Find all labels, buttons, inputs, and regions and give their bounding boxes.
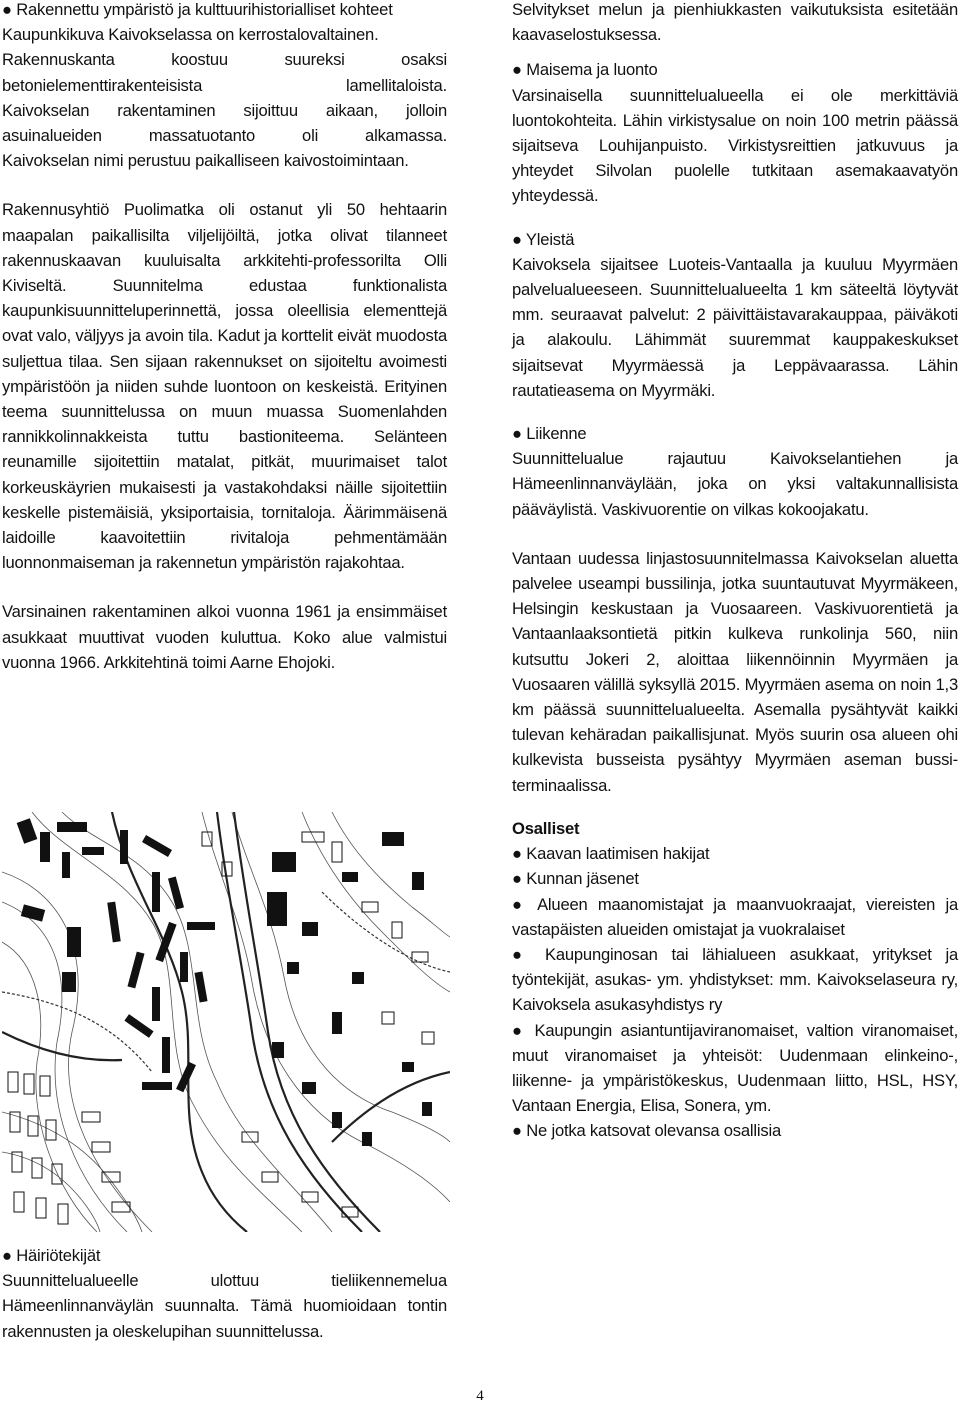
- intro-line: Rakennuskanta koostuu suureksi osaksi betonielementtirakenteisista lamellitaloista.: [2, 50, 447, 95]
- disturbance-text: Suunnittelualueelle ulottuu tieliikennemelua Hämeenlinnanväylän suunnalta. Tämä huomioidaan tontin rakennusten ja oleskelupihan suunnittelussa.: [2, 1271, 447, 1341]
- intro-heading: ● Rakennettu ympäristö ja kulttuurihistorialliset kohteet: [2, 0, 393, 19]
- stakeholder-item: ● Kaupungin asiantuntijaviranomaiset, valtion viranomaiset, muut viranomaiset ja yhteisöt: Uudenmaan elinkeino-, liikenne- ja ympäristökeskus, Uudenmaan liitto, HSL, HSY, Vantaan Energia, Elisa, Sonera, ym.: [512, 1020, 958, 1116]
- stakeholders-heading: Osalliset: [512, 818, 580, 838]
- construction-paragraph: Varsinainen rakentaminen alkoi vuonna 1961 ja ensimmäiset asukkaat muuttivat vuoden kuluttua. Koko alue valmistui vuonna 1966. Arkkitehtinä toimi Aarne Ehojoki.: [2, 602, 447, 672]
- disturbance-section: [2, 1243, 447, 1344]
- intro-line: Kaivokselan nimi perustuu paikalliseen kaivostoimintaan.: [2, 151, 409, 171]
- intro-line: Kaivokselan rakentaminen sijoittuu aikaan, jolloin asuinalueiden massatuotanto oli alkamassa.: [2, 100, 447, 146]
- transit-paragraph: Vantaan uudessa linjastosuunnitelmassa Kaivokselan aluetta palvelee useampi bussilinja, jotka suuntautuvat Myyrmäkeen, Helsingin keskustaan ja Vuosaareen. Vaskivuorentietä ja Vantaanlaaksontietä pitkin kulkeva runkolinja 560, niin kutsuttu Jokeri 2, aloittaa liikennöinnin Myyrmäen ja Vuosaaren välillä syksyllä 2015. Myyrmäen asema on noin 1,3 km päässä suunnittelualueelta. Asemalla pysähtyvät kaikki tulevan kehäradan paikallisjunat. Myös suurin osa alueen ohi kulkevista busseista pysähtyy Myyrmäen aseman bussi-terminaalissa.: [512, 548, 958, 795]
- intro-line: Kaupunkikuva Kaivokselassa on kerrostalovaltainen.: [2, 25, 379, 45]
- site-map-drawing: [2, 812, 450, 1232]
- noise-continuation: Selvitykset melun ja pienhiukkasten vaikutuksista esitetään kaavaselostuksessa.: [512, 0, 958, 45]
- stakeholder-item: ● Kaupunginosan tai lähialueen asukkaat, yritykset ja työntekijät, asukas- ym. yhdistykset: mm. Kaivokselaseura ry, Kaivoksela asukasyhdistys ry: [512, 944, 958, 1015]
- page-number: 4: [476, 1388, 484, 1404]
- general-text: Kaivoksela sijaitsee Luoteis-Vantaalla ja kuuluu Myyrmäen palvelualueeseen. Suunnittelualueelta 1 km säteeltä löytyvät mm. seuraavat palvelut: 2 päivittäistavarakauppaa, päiväkoti ja alakoulu. Lähimmät suuremmat kauppakeskukset sijaitsevat Myyrmäessä ja Leppävaarassa. Lähin rautatieasema on Myyrmäki.: [512, 254, 958, 400]
- stakeholder-item: ● Kaavan laatimisen hakijat: [512, 844, 710, 864]
- right-column: [512, 0, 958, 1144]
- left-column: [2, 0, 447, 675]
- landscape-heading: ● Maisema ja luonto: [512, 60, 658, 80]
- history-paragraph: Rakennusyhtiö Puolimatka oli ostanut yli 50 hehtaarin maapalan paikallisilta viljelijöiltä, jotka olivat tilanneet rakennuskaavan kuuluisalta arkkitehti-professorilta Olli Kiviseltä. Suunnitelma edustaa funktionalista kaupunkisuunnitteluperinnettä, jossa oleellisia elementtejä ovat valo, väljyys ja avoin tila. Kadut ja korttelit eivät muodosta suljettua tilaa. Sen sijaan rakennukset on sijoiteltu avoimesti ympäristöön ja niiden suhde luontoon on keskeistä. Erityinen teema suunnittelussa on muun muassa Suomenlahden rannikkolinnakkeista tuttu bastioniteema. Selänteen reunamille sijoitettiin matalat, pitkät, muurimaiset talot korkeuskäyrien mukaisesti ja vastakohdaksi näille sijoitettiin keskelle pistemäisiä, yksiportaisia, tornitaloja. Äärimmäisenä laidoille kaavoitettiin rivitaloja pehmentämään luonnonmaiseman ja rakennetun ympäristön rajakohtaa.: [2, 200, 448, 573]
- disturbance-heading: ● Häiriötekijät: [2, 1246, 101, 1265]
- stakeholder-item: ● Alueen maanomistajat ja maanvuokraajat, viereisten ja vastapäisten alueiden omistajat ja vuokralaiset: [512, 894, 958, 939]
- general-heading: ● Yleistä: [512, 229, 575, 249]
- traffic-text: Suunnittelualue rajautuu Kaivokselantiehen ja Hämeenlinnanväylään, joka on yksi valtakunnallisista pääväylistä. Vaskivuorentie on vilkas kokoojakatu.: [512, 449, 958, 519]
- traffic-heading: ● Liikenne: [512, 424, 587, 444]
- site-map-figure: [2, 812, 450, 1232]
- stakeholder-item: ● Ne jotka katsovat olevansa osallisia: [512, 1121, 781, 1141]
- stakeholder-item: ● Kunnan jäsenet: [512, 869, 639, 889]
- landscape-text: Varsinaisella suunnittelualueella ei ole merkittäviä luontokohteita. Lähin virkistysalue on noin 100 metrin päässä sijaitseva Louhijanpuisto. Virkistysreittien jatkuvuus ja yhteydet Silvolan puolelle tutkitaan asemakaavatyön yhteydessä.: [512, 85, 958, 206]
